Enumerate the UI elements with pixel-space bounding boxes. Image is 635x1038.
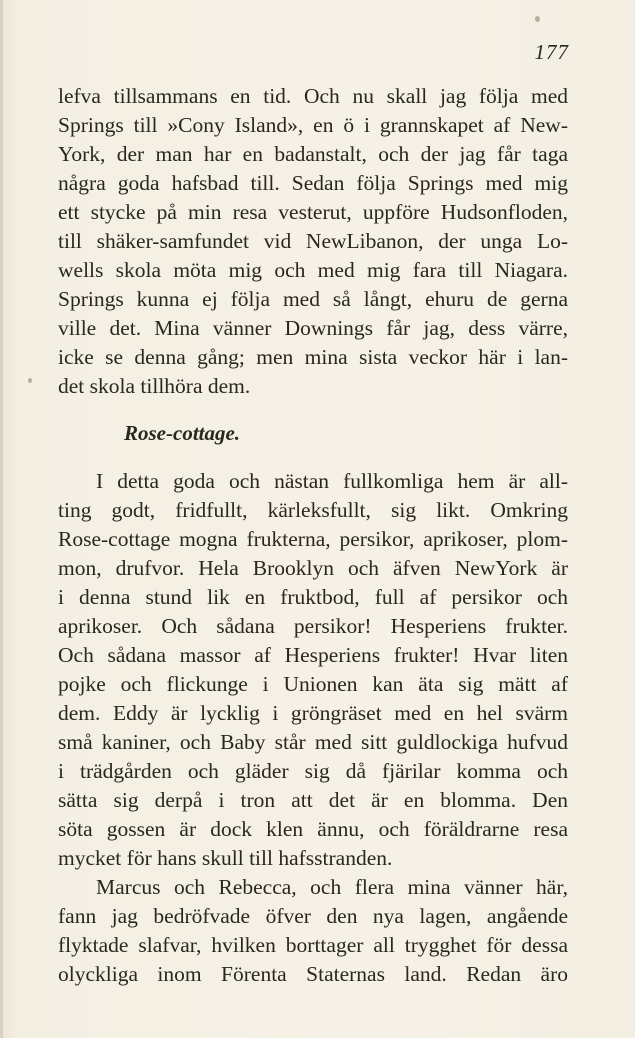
text-line: I detta goda och nästan fullkomliga hem är all- <box>96 469 568 493</box>
text-line: det skola tillhöra dem. <box>58 374 251 398</box>
text-line: lefva tillsammans en tid. Och nu skall jag följa med <box>58 84 568 108</box>
text-line: pojke och flickunge i Unionen kan äta sig mätt af <box>58 672 568 696</box>
paragraph-1 <box>58 82 568 401</box>
text-line: dem. Eddy är lycklig i gröngräset med en hel svärm <box>58 701 568 725</box>
text-line: Marcus och Rebecca, och flera mina vänner här, <box>96 875 568 899</box>
page-edge <box>0 0 3 1038</box>
text-line: York, der man har en badanstalt, och der jag får taga <box>58 142 568 166</box>
page-number: 177 <box>534 40 569 64</box>
text-line: ville det. Mina vänner Downings får jag, dess värre, <box>58 316 568 340</box>
paper-speck <box>28 378 32 383</box>
text-line: små kaniner, och Baby står med sitt guldlockiga hufvud <box>58 730 568 754</box>
text-line: ting godt, fridfullt, kärleksfullt, sig likt. Omkring <box>58 498 568 522</box>
text-line: mycket för hans skull till hafsstranden. <box>58 846 393 870</box>
section-heading: Rose-cottage. <box>124 421 241 445</box>
body-text <box>58 82 568 989</box>
text-line: aprikoser. Och sådana persikor! Hesperiens frukter. <box>58 614 568 638</box>
paragraph-3 <box>58 873 568 989</box>
text-line: fann jag bedröfvade öfver den nya lagen, angående <box>58 904 568 928</box>
text-line: i denna stund lik en fruktbod, full af persikor och <box>58 585 568 609</box>
text-line: Springs till »Cony Island», en ö i grannskapet af New- <box>58 113 568 137</box>
text-line: Och sådana massor af Hesperiens frukter! Hvar liten <box>58 643 568 667</box>
text-line: flyktade slafvar, hvilken borttager all trygghet för dessa <box>58 933 568 957</box>
text-line: några goda hafsbad till. Sedan följa Springs med mig <box>58 171 568 195</box>
text-line: i trädgården och gläder sig då fjärilar komma och <box>58 759 568 783</box>
text-line: Springs kunna ej följa med så långt, ehuru de gerna <box>58 287 568 311</box>
text-line: söta gossen är dock klen ännu, och föräldrarne resa <box>58 817 568 841</box>
text-line: ett stycke på min resa vesterut, uppföre Hudsonfloden, <box>58 200 568 224</box>
text-line: sätta sig derpå i tron att det är en blomma. Den <box>58 788 568 812</box>
text-line: mon, drufvor. Hela Brooklyn och äfven NewYork är <box>58 556 568 580</box>
paper-speck <box>535 16 540 22</box>
text-line: olyckliga inom Förenta Staternas land. Redan äro <box>58 962 568 986</box>
text-line: Rose-cottage mogna frukterna, persikor, aprikoser, plom- <box>58 527 568 551</box>
text-line: icke se denna gång; men mina sista veckor här i lan- <box>58 345 568 369</box>
paragraph-2 <box>58 467 568 873</box>
text-line: till shäker-samfundet vid NewLibanon, der unga Lo- <box>58 229 568 253</box>
text-line: wells skola möta mig och med mig fara till Niagara. <box>58 258 568 282</box>
